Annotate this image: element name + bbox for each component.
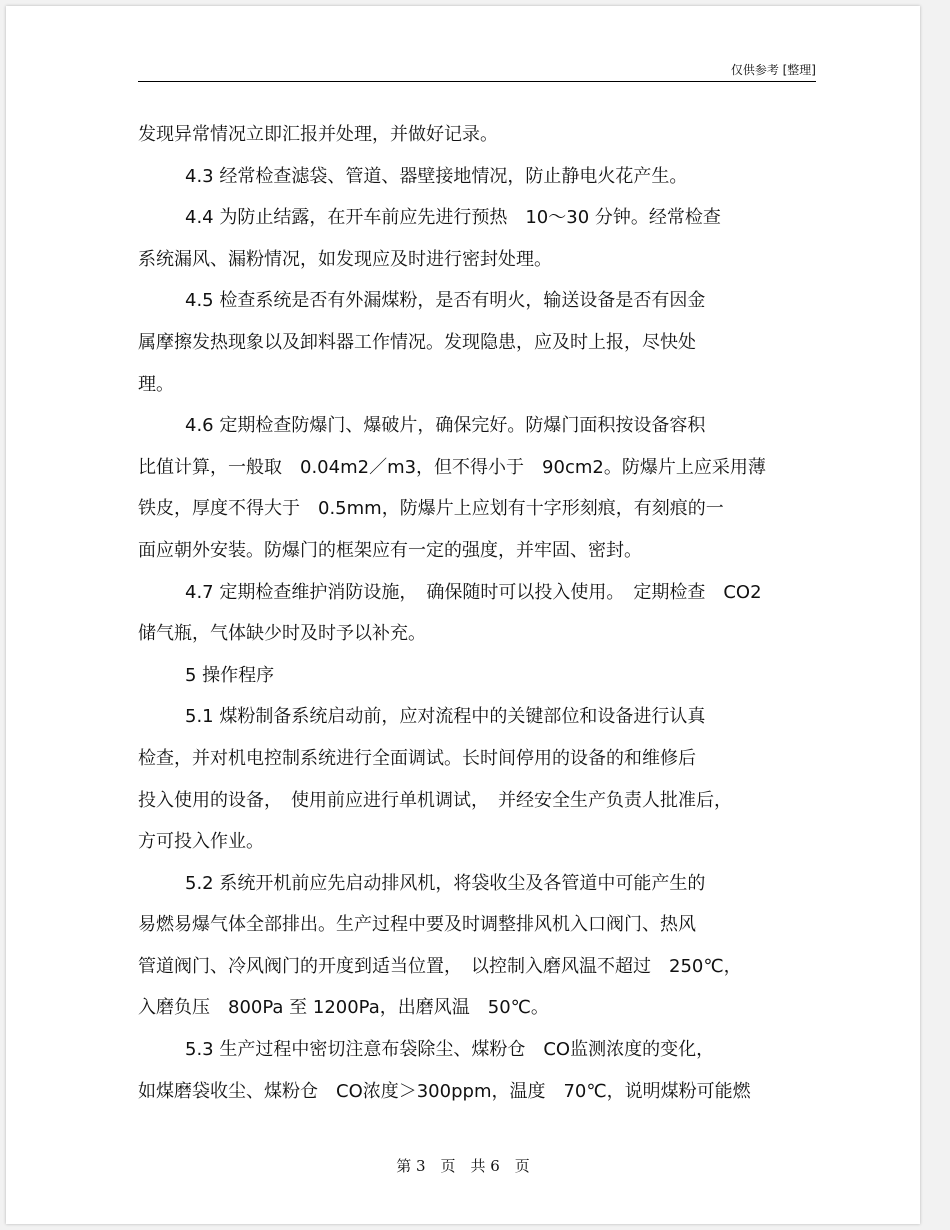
text-line: 理。 (138, 373, 174, 395)
text-line: 投入使用的设备， 使用前应进行单机调试， 并经安全生产负责人批准后， (138, 789, 732, 811)
text-line: 方可投入作业。 (138, 831, 264, 853)
text-line: 系统漏风、漏粉情况，如发现应及时进行密封处理。 (138, 248, 552, 270)
header-label: 仅供参考 [整理] (730, 63, 816, 77)
page-footer: 第 3 页 共 6 页 (396, 1157, 530, 1175)
text-line: 管道阀门、冷风阀门的开度到适当位置， 以控制入磨风温不超过 250℃， (138, 955, 742, 977)
text-line: 比值计算，一般取 0.04m2／m3，但不得小于 90cm2。防爆片上应采用薄 (138, 456, 766, 478)
text-line: 4.5 检查系统是否有外漏煤粉，是否有明火，输送设备是否有因金 (185, 290, 706, 312)
text-line: 5.3 生产过程中密切注意布袋除尘、煤粉仓 CO监测浓度的变化， (185, 1039, 715, 1061)
document-page (6, 6, 920, 1224)
body-text (138, 114, 818, 1112)
text-line: 4.4 为防止结露，在开车前应先进行预热 10～30 分钟。经常检查 (185, 207, 721, 229)
text-line: 面应朝外安装。防爆门的框架应有一定的强度，并牢固、密封。 (138, 539, 642, 561)
text-line: 如煤磨袋收尘、煤粉仓 CO浓度＞300ppm，温度 70℃，说明煤粉可能燃 (138, 1080, 751, 1102)
section-heading: 5 操作程序 (185, 664, 275, 686)
text-line: 入磨负压 800Pa 至 1200Pa，出磨风温 50℃。 (138, 997, 549, 1019)
text-line: 4.6 定期检查防爆门、爆破片，确保完好。防爆门面积按设备容积 (185, 415, 706, 437)
text-line: 检查，并对机电控制系统进行全面调试。长时间停用的设备的和维修后 (138, 747, 696, 769)
text-line: 发现异常情况立即汇报并处理，并做好记录。 (138, 124, 498, 145)
text-line: 储气瓶，气体缺少时及时予以补充。 (138, 623, 426, 645)
text-line: 5.1 煤粉制备系统启动前，应对流程中的关键部位和设备进行认真 (185, 706, 706, 728)
text-line: 属摩擦发热现象以及卸料器工作情况。发现隐患，应及时上报，尽快处 (138, 331, 696, 353)
text-line: 5.2 系统开机前应先启动排风机，将袋收尘及各管道中可能产生的 (185, 872, 706, 894)
text-line: 4.3 经常检查滤袋、管道、器壁接地情况，防止静电火花产生。 (185, 165, 688, 187)
text-line: 铁皮，厚度不得大于 0.5mm，防爆片上应划有十字形刻痕，有刻痕的一 (138, 498, 724, 520)
text-line: 易燃易爆气体全部排出。生产过程中要及时调整排风机入口阀门、热风 (138, 914, 696, 936)
text-line: 4.7 定期检查维护消防设施， 确保随时可以投入使用。 定期检查 CO2 (185, 581, 762, 603)
page-header (138, 59, 816, 82)
